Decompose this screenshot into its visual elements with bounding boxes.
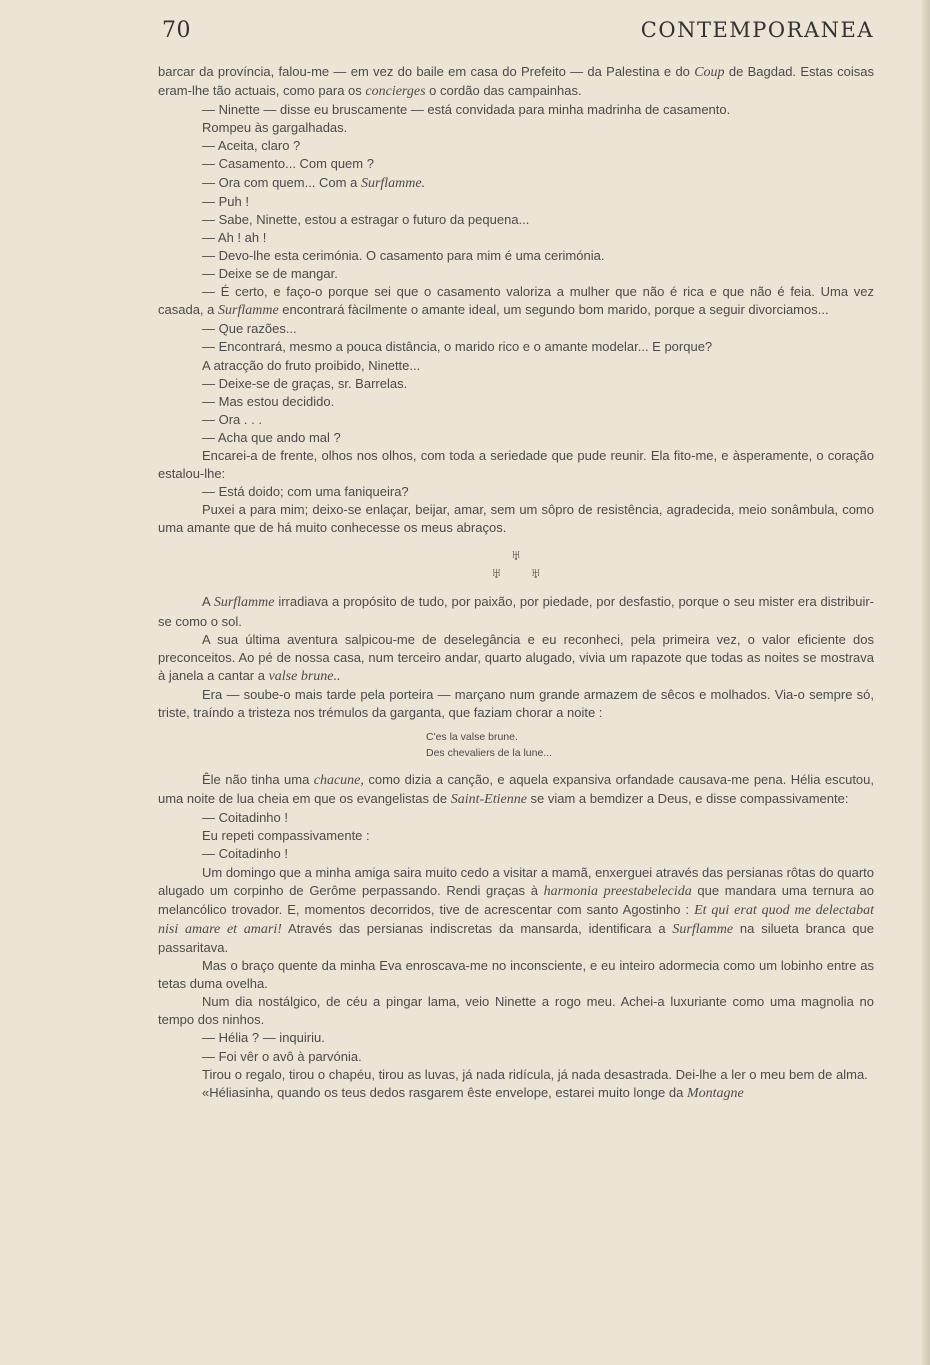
- paragraph: Eu repeti compassivamente :: [202, 828, 370, 844]
- paragraph: — Puh !: [202, 193, 249, 209]
- ornament-icon: ♅: [510, 547, 522, 565]
- paragraph: — Coitadinho !: [202, 810, 288, 826]
- paragraph: Encarei-a de frente, olhos nos olhos, com toda a seriedade que pude reunir. Ela fito-me, e àsperamente, o coração estalou-lhe:: [158, 447, 874, 482]
- paragraph: — Ora com quem... Com a Surflamme.: [202, 174, 426, 191]
- paragraph: — Mas estou decidido.: [202, 393, 335, 409]
- paragraph: — Devo-lhe esta cerimónia. O casamento para mim é uma cerimónia.: [202, 247, 605, 263]
- paragraph: — Aceita, claro ?: [202, 138, 301, 154]
- page-header: [162, 14, 874, 48]
- paragraph: — Hélia ? — inquiriu.: [202, 1030, 325, 1046]
- paragraph: — Está doido; com uma faniqueira?: [202, 484, 409, 500]
- paragraph: A sua última aventura salpicou-me de deselegância e eu reconheci, pela primeira vez, o valor eficiente dos preconceitos. Ao pé de nossa casa, num terceiro andar, quarto alugado, vivia um rapazote que todas as noites se mostrava à janela a cantar a valse brune..: [158, 631, 874, 684]
- paragraph: — Foi vêr o avô à parvónia.: [202, 1048, 362, 1064]
- paragraph: «Héliasinha, quando os teus dedos rasgarem êste envelope, estarei muito longe da Montagne: [202, 1084, 744, 1101]
- paragraph: — Coitadinho !: [202, 846, 288, 862]
- ornament-icon: ♅: [490, 565, 502, 583]
- section-ornament: [158, 547, 874, 583]
- paragraph: — Que razões...: [202, 321, 297, 337]
- paragraph: Num dia nostálgico, de céu a pingar lama, veio Ninette a rogo meu. Achei-a luxuriante como uma magnolia no tempo dos ninhos.: [158, 994, 874, 1028]
- verse-line: Des chevaliers de la lune...: [426, 747, 553, 760]
- paragraph: A atracção do fruto proibido, Ninette...: [202, 357, 421, 373]
- paragraph: Êle não tinha uma chacune, como dizia a canção, e aquela expansiva orfandade causava-me pena. Hélia escutou, uma noite de lua cheia em que os evangelistas de Saint-Etienne se viam a bemdizer a Deus, e disse compassivamente:: [158, 772, 875, 808]
- paragraph: — Deixe se de mangar.: [202, 266, 338, 282]
- paragraph: — Deixe-se de graças, sr. Barrelas.: [202, 375, 408, 391]
- running-title: CONTEMPORANEA: [640, 18, 874, 42]
- song-verse: [426, 729, 874, 761]
- verse-line: C'es la valse brune.: [426, 731, 518, 744]
- paragraph: — Sabe, Ninette, estou a estragar o futuro da pequena...: [202, 211, 530, 227]
- page-edge: [922, 0, 930, 1365]
- paragraph: — Encontrará, mesmo a pouca distância, o marido rico e o amante modelar... E porque?: [202, 339, 713, 355]
- paragraph: — É certo, e faço-o porque sei que o casamento valoriza a mulher que não é rica e que não é feia. Uma vez casada, a Surflamme encontrará fàcilmente o amante ideal, um segundo bom marido, porque a seguir divorciamos...: [158, 284, 874, 319]
- paragraph: — Acha que ando mal ?: [202, 429, 341, 445]
- paragraph: — Ora . . .: [202, 411, 262, 427]
- paragraph: — Casamento... Com quem ?: [202, 156, 374, 172]
- paragraph: Tirou o regalo, tirou o chapéu, tirou as luvas, já nada ridícula, já nada desastrada. Dei-lhe a ler o meu bem de alma.: [202, 1066, 868, 1082]
- paragraph: Rompeu às gargalhadas.: [202, 120, 348, 136]
- paragraph: — Ninette — disse eu bruscamente — está convidada para minha madrinha de casamento.: [202, 102, 731, 118]
- paragraph: Mas o braço quente da minha Eva enroscava-me no inconsciente, e eu inteiro adormecia como um lobinho entre as tetas duma ovelha.: [158, 958, 874, 992]
- page-number: 70: [162, 18, 191, 43]
- ornament-icon: ♅: [530, 565, 542, 583]
- paragraph: Um domingo que a minha amiga saira muito cedo a visitar a mamã, enxerguei através das persianas rôtas do quarto alugado um corpinho de Gerôme perpassando. Rendi graças à harmonia preestabelecida que mandara uma ternura ao melancólico trovador. E, momentos decorridos, tive de acrescentar com santo Agostinho : Et qui erat quod me delectabat nisi amare et amari! Através das persianas indiscretas da mansarda, identificara a Surflamme na silueta branca que passaritava.: [158, 864, 875, 955]
- paragraph: A Surflamme irradiava a propósito de tudo, por paixão, por piedade, por desfastio, porque o seu mister era distribuir-se como o sol.: [158, 594, 874, 629]
- body-text: [158, 63, 874, 1103]
- paragraph: barcar da província, falou-me — em vez do baile em casa do Prefeito — da Palestina e do Coup de Bagdad. Estas coisas eram-lhe tão actuais, como para os concierges o cordão das campainhas.: [158, 64, 875, 100]
- paragraph: Era — soube-o mais tarde pela porteira — marçano num grande armazem de sêcos e molhados. Via-o sempre só, triste, traíndo a tristeza nos trémulos da garganta, que faziam chorar a noite :: [158, 686, 874, 720]
- paragraph: — Ah ! ah !: [202, 229, 267, 245]
- paragraph: Puxei a para mim; deixo-se enlaçar, beijar, amar, sem um sôpro de resistência, agradecida, meio sonâmbula, como uma amante que de há muito conhecesse os meus abraços.: [158, 502, 874, 536]
